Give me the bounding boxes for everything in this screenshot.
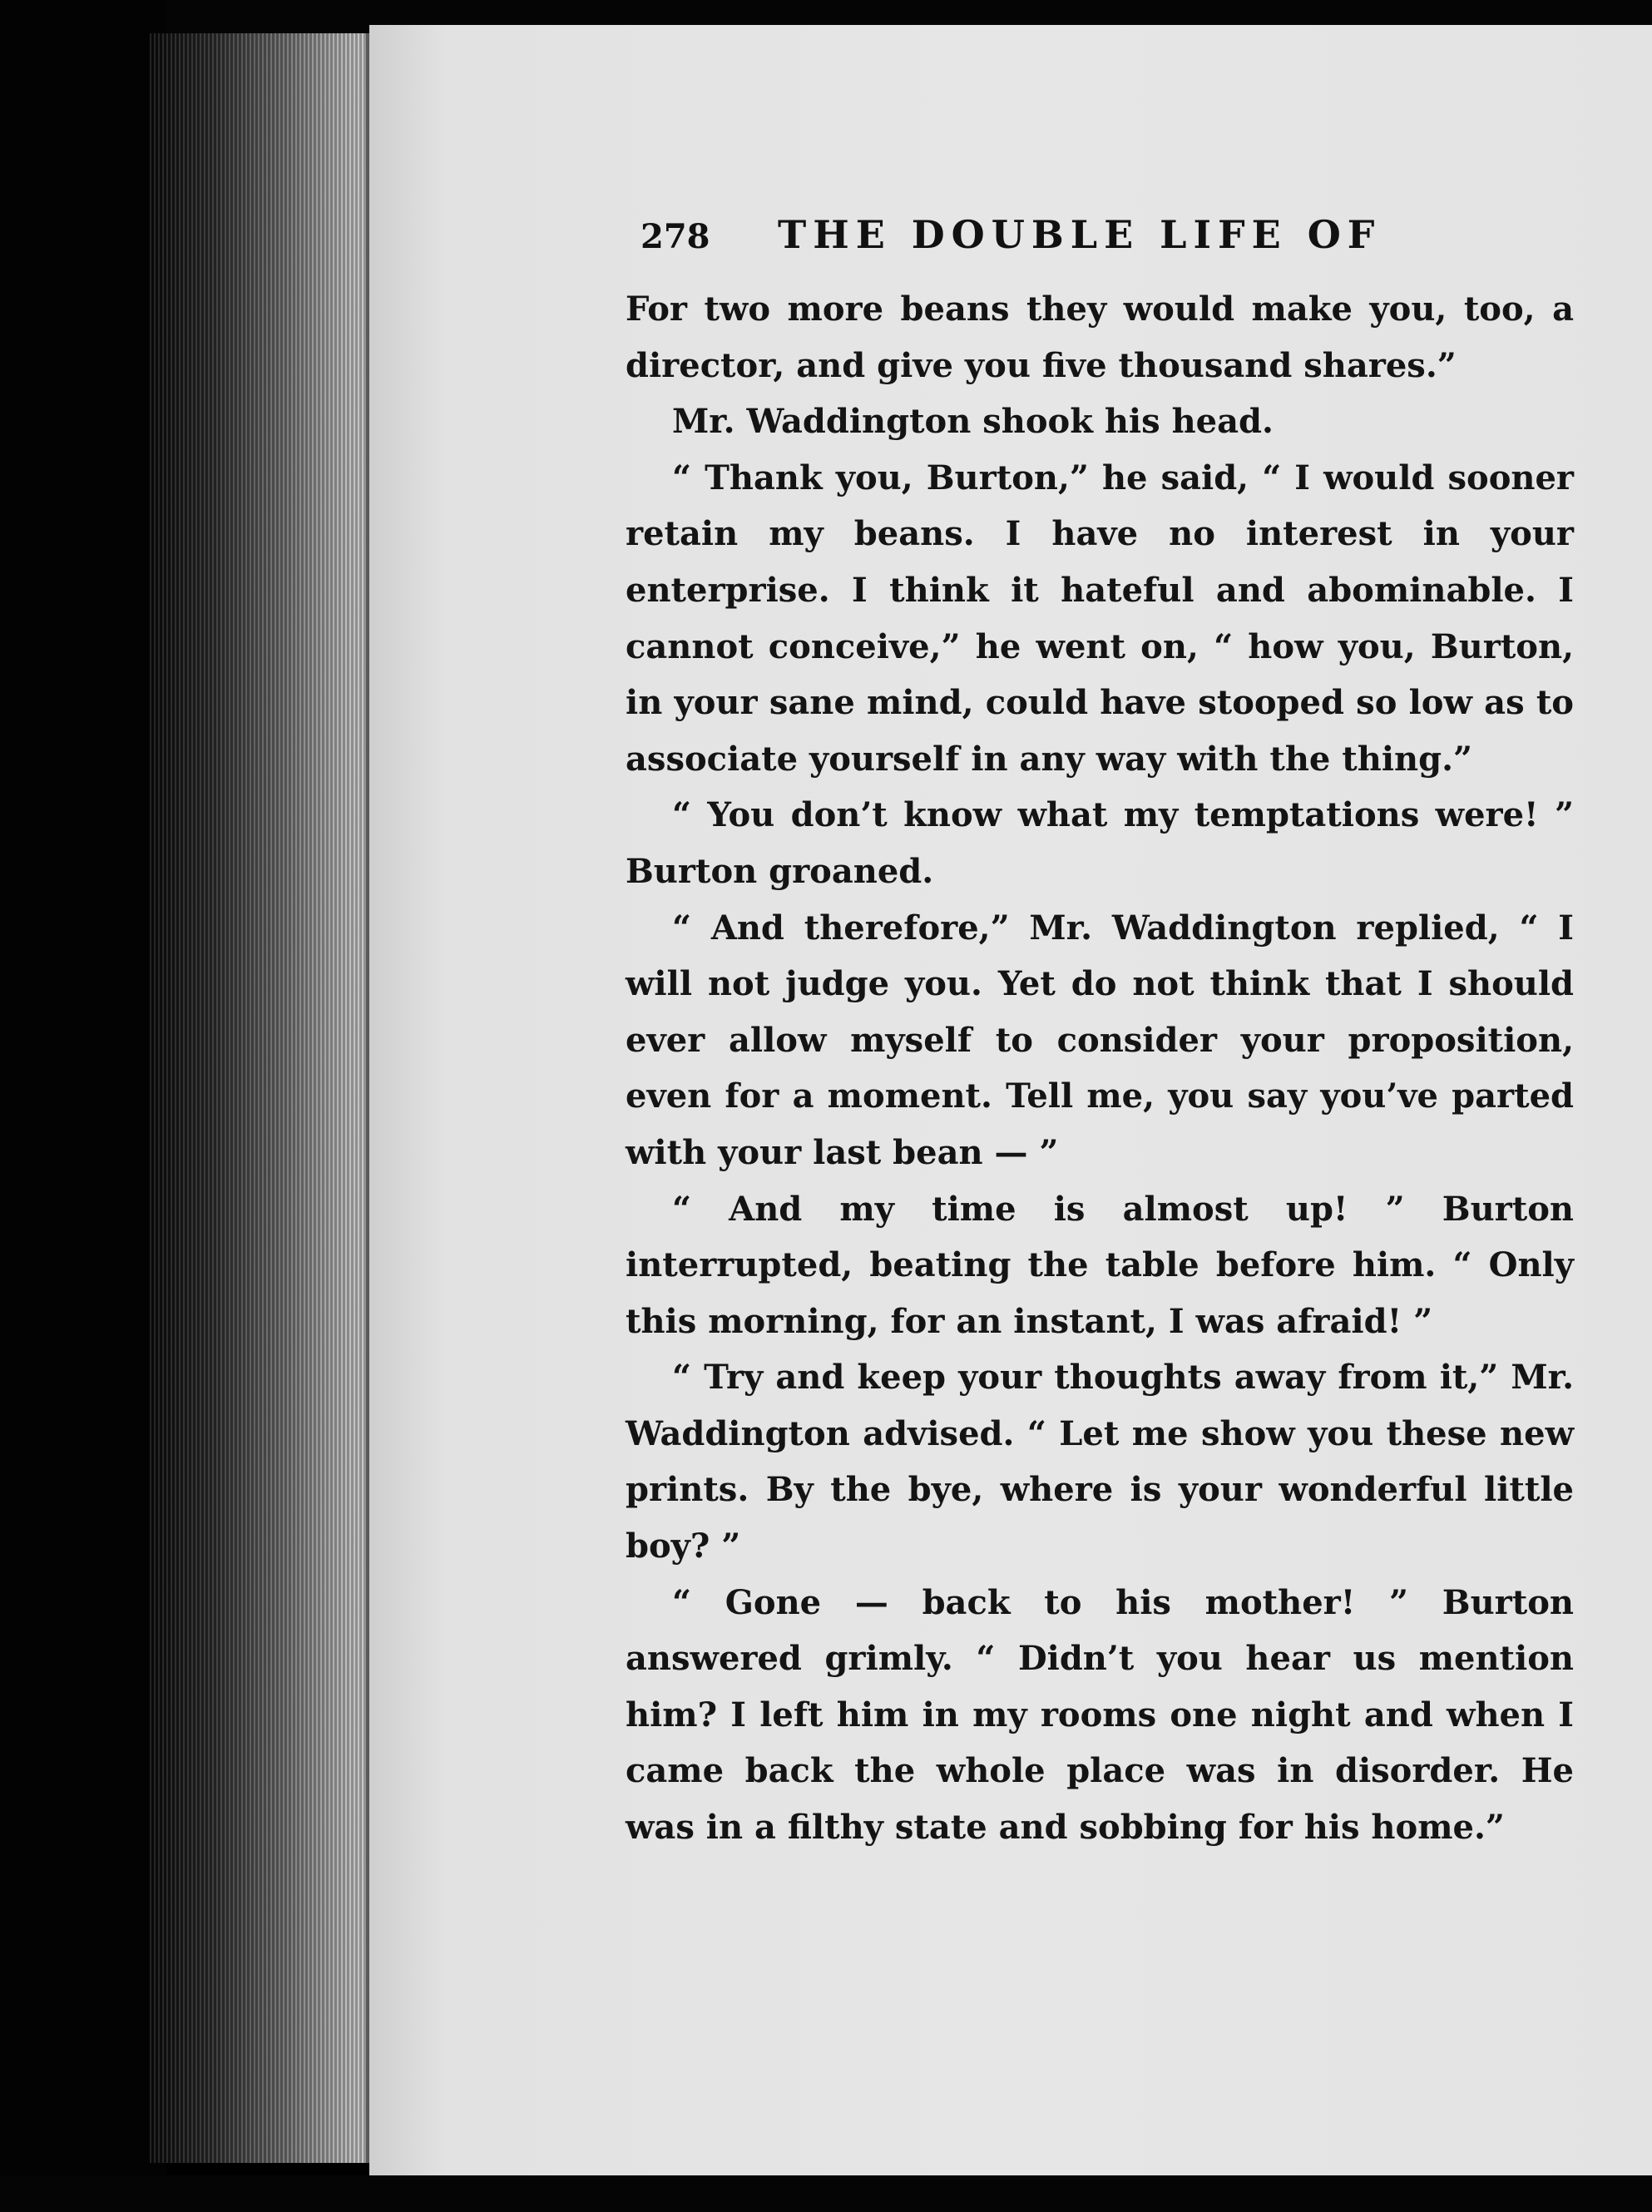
running-header: [641, 212, 1472, 257]
page-body: [626, 281, 1574, 1856]
paragraph: “ Try and keep your thoughts away from it,” Mr. Waddington advised. “ Let me show you these new prints. By the bye, where is your wonderful little boy? ”: [626, 1358, 1574, 1566]
scan-left-border: [0, 0, 166, 2212]
paragraph: Mr. Waddington shook his head.: [672, 402, 1274, 442]
paragraph: For two more beans they would make you, too, a director, and give you five thousand shares.”: [626, 289, 1574, 385]
paragraph: “ Gone — back to his mother! ” Burton answered grimly. “ Didn’t you hear us mention him? I left him in my rooms one night and when I came back the whole place was in disorder. He was in a filthy state and sobbing for his home.”: [626, 1582, 1574, 1848]
running-title: THE DOUBLE LIFE OF: [778, 212, 1382, 257]
book-page-edges: [150, 33, 399, 2163]
paragraph: “ You don’t know what my temptations were! ” Burton groaned.: [626, 795, 1574, 891]
page-number: 278: [641, 217, 710, 256]
scan-bottom-border: [0, 2175, 1652, 2212]
paragraph: “ And my time is almost up! ” Burton interrupted, beating the table before him. “ Only this morning, for an instant, I was afraid! ”: [626, 1189, 1574, 1341]
paragraph: “ And therefore,” Mr. Waddington replied, “ I will not judge you. Yet do not think that I should ever allow myself to consider your proposition, even for a moment. Tell me, you say you’ve parted with your last bean — ”: [626, 908, 1574, 1172]
paragraph: “ Thank you, Burton,” he said, “ I would sooner retain my beans. I have no interest in your enterprise. I think it hateful and abominable. I cannot conceive,” he went on, “ how you, Burton, in your sane mind, could have stooped so low as to associate yourself in any way with the thing.”: [626, 458, 1574, 779]
